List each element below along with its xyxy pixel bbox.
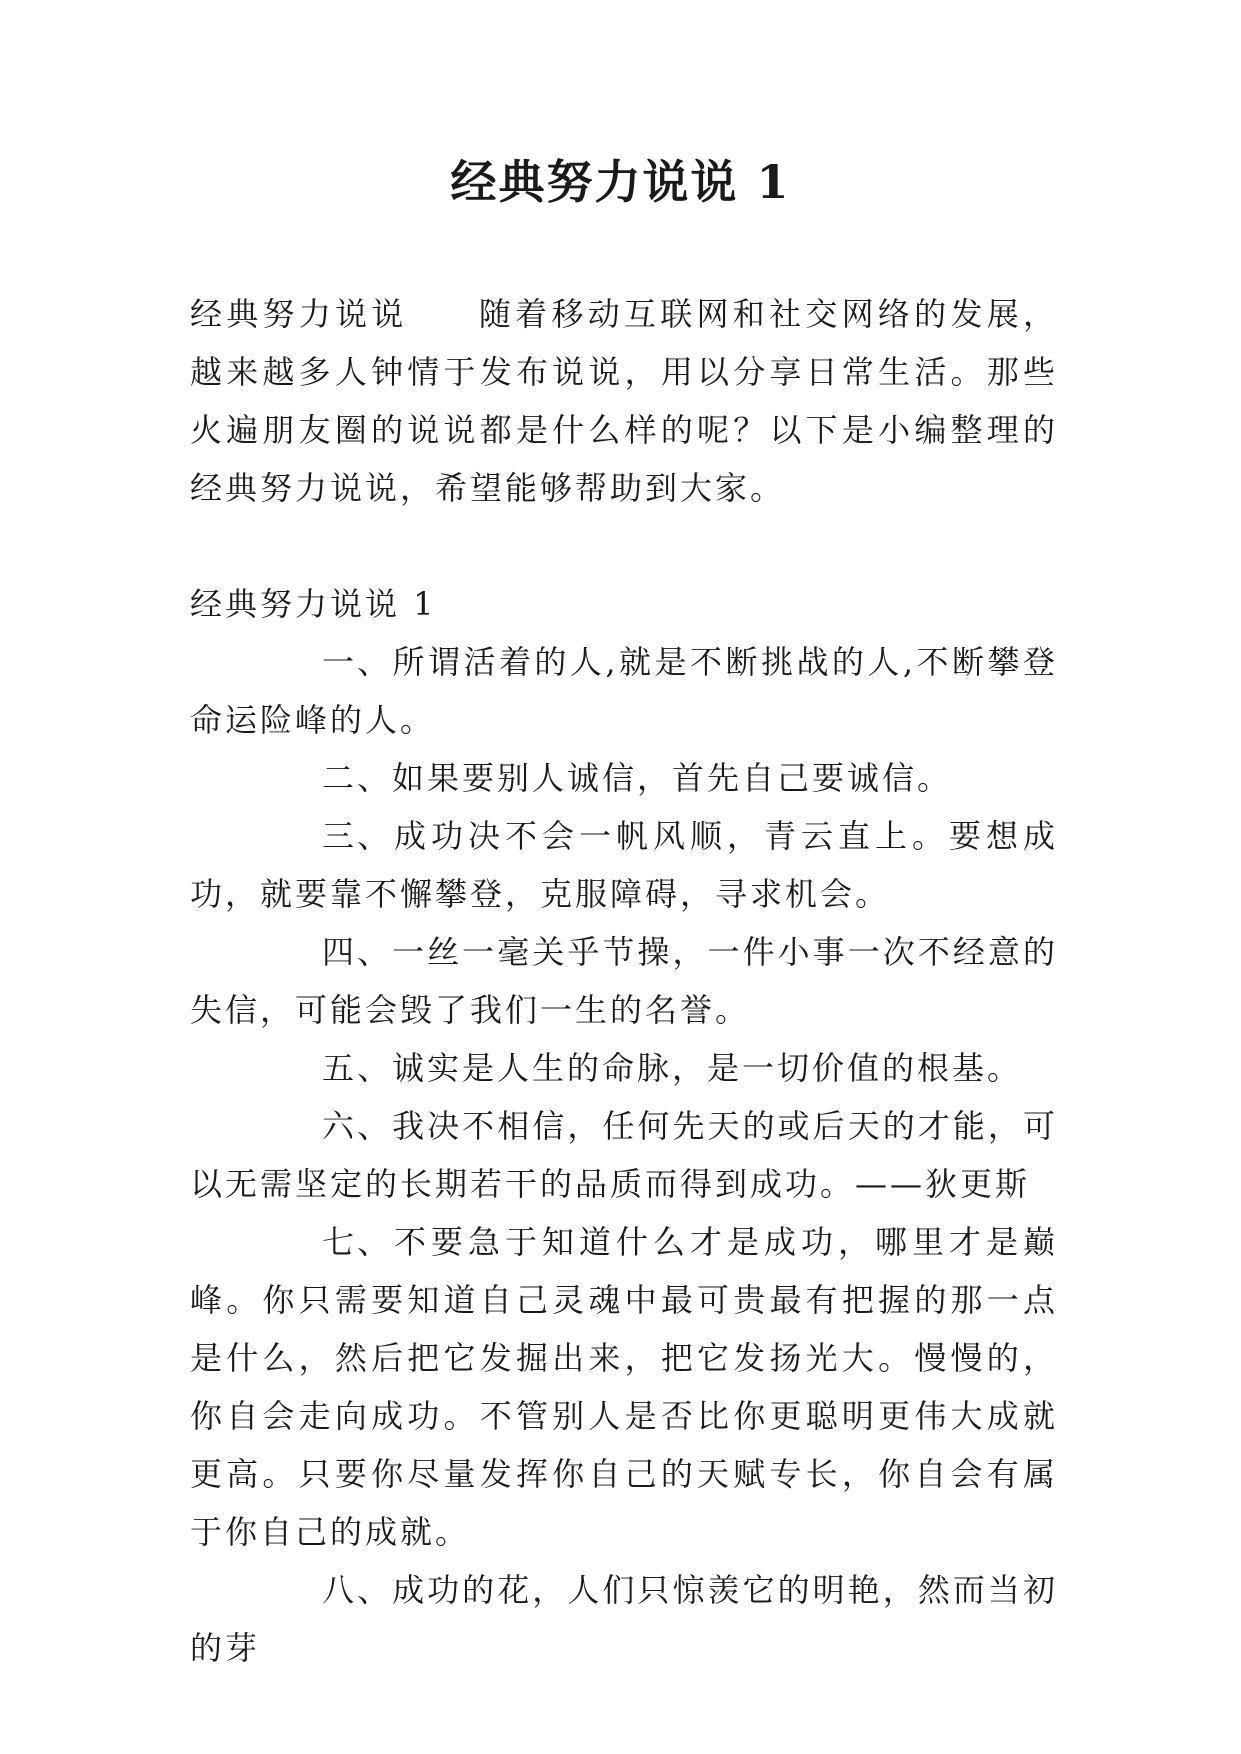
item-text: 成功的花，人们只惊羡它的明艳，然而当初的芽 bbox=[190, 1571, 1058, 1667]
list-item bbox=[190, 1097, 1058, 1213]
intro-text: 随着移动互联网和社交网络的发展，越来越多人钟情于发布说说，用以分享日常生活。那些火遍朋友圈的说说都是什么样的呢？以下是小编整理的经典努力说说，希望能够帮助到大家。 bbox=[190, 295, 1058, 507]
item-text: 所谓活着的人,就是不断挑战的人,不断攀登命运险峰的人。 bbox=[190, 643, 1058, 739]
section-heading: 经典努力说说 1 bbox=[190, 585, 437, 623]
list-item bbox=[190, 807, 1058, 923]
item-text: 我决不相信，任何先天的或后天的才能，可以无需坚定的长期若干的品质而得到成功。——狄更斯 bbox=[190, 1107, 1058, 1203]
list-item bbox=[190, 1561, 1058, 1677]
item-number: 二、 bbox=[322, 759, 393, 797]
document-body bbox=[190, 285, 1058, 1677]
list-item bbox=[190, 1213, 1058, 1561]
intro-paragraph bbox=[190, 285, 1058, 517]
list-item bbox=[190, 749, 1058, 807]
item-number: 八、 bbox=[322, 1571, 393, 1609]
item-number: 三、 bbox=[322, 817, 393, 855]
item-number: 一、 bbox=[322, 643, 393, 681]
document-title: 经典努力说说 1 bbox=[450, 155, 791, 209]
item-text: 诚实是人生的命脉，是一切价值的根基。 bbox=[392, 1049, 1023, 1087]
intro-lead: 经典努力说说 bbox=[190, 295, 408, 333]
item-number: 六、 bbox=[322, 1107, 393, 1145]
item-text: 如果要别人诚信，首先自己要诚信。 bbox=[392, 759, 953, 797]
item-text: 成功决不会一帆风顺，青云直上。要想成功，就要靠不懈攀登，克服障碍，寻求机会。 bbox=[190, 817, 1058, 913]
item-number: 七、 bbox=[322, 1223, 393, 1261]
item-number: 四、 bbox=[322, 933, 393, 971]
item-text: 一丝一毫关乎节操，一件小事一次不经意的失信，可能会毁了我们一生的名誉。 bbox=[190, 933, 1058, 1029]
item-text: 不要急于知道什么才是成功，哪里才是巅峰。你只需要知道自己灵魂中最可贵最有把握的那一点是什么，然后把它发掘出来，把它发扬光大。慢慢的，你自会走向成功。不管别人是否比你更聪明更伟大成就更高。只要你尽量发挥你自己的天赋专长，你自会有属于你自己的成就。 bbox=[190, 1223, 1058, 1551]
item-number: 五、 bbox=[322, 1049, 393, 1087]
list-item bbox=[190, 633, 1058, 749]
list-item bbox=[190, 923, 1058, 1039]
list-item bbox=[190, 1039, 1058, 1097]
